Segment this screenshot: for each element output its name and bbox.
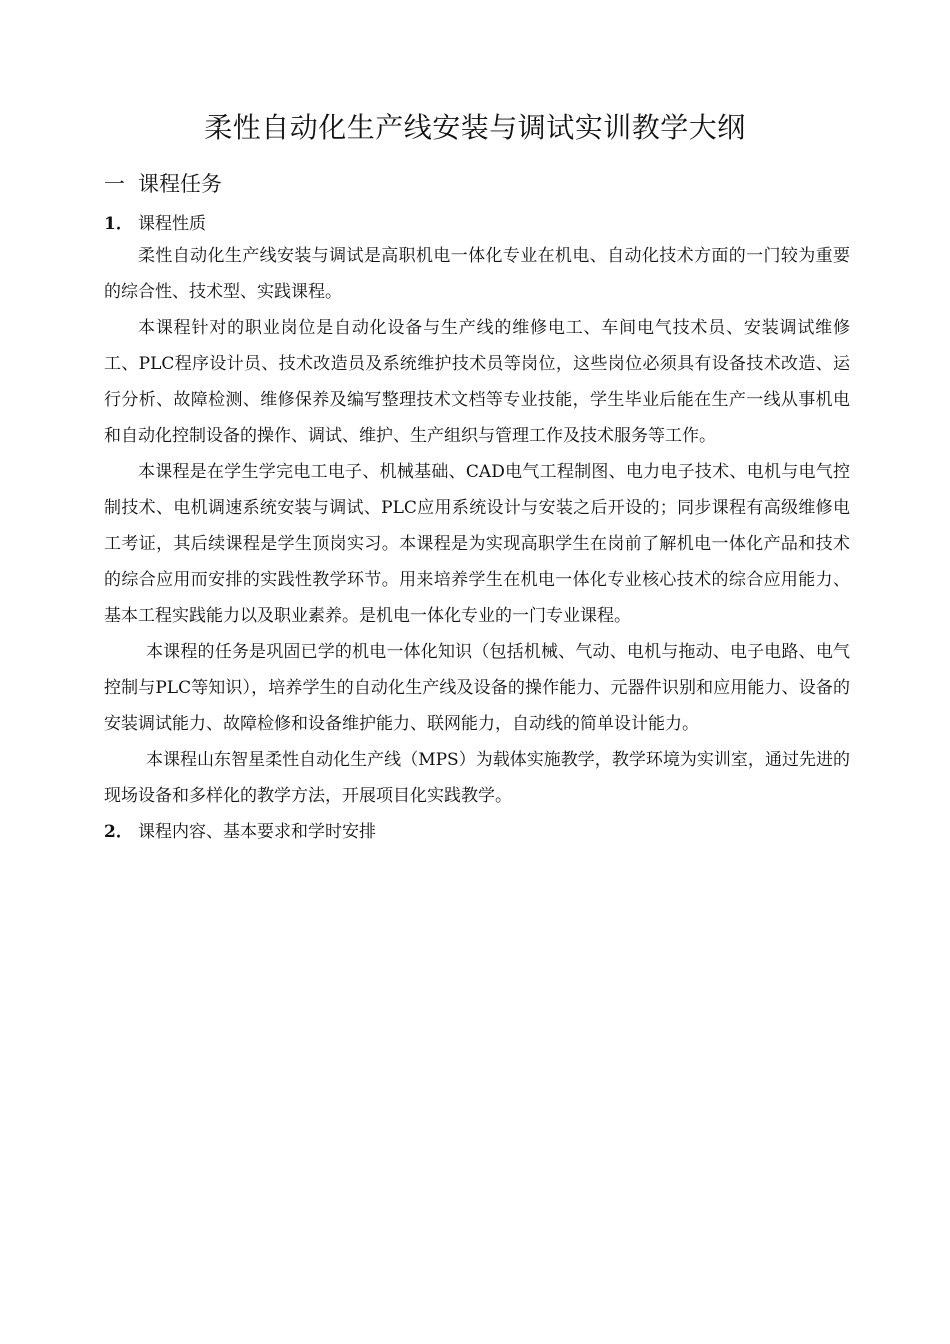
paragraph: 本课程是在学生学完电工电子、机械基础、CAD电气工程制图、电力电子技术、电机与电气控制技术、电机调速系统安装与调试、PLC应用系统设计与安装之后开设的；同步课程有高级维修电工考证，其后续课程是学生顶岗实习。本课程是为实现高职学生在岗前了解机电一体化产品和技术的综合应用而安排的实践性教学环节。用来培养学生在机电一体化专业核心技术的综合应用能力、基本工程实践能力以及职业素养。是机电一体化专业的一门专业课程。 [104,462,850,626]
section-number: 一 [104,172,125,196]
document-title: 柔性自动化生产线安装与调试实训教学大纲 [204,111,746,144]
subsection-number: 2． [104,822,133,842]
subsection-heading [104,210,850,238]
section-heading [104,168,222,200]
subsection-title: 课程内容、基本要求和学时安排 [138,822,376,842]
subsection-heading [104,818,850,846]
subsection-title: 课程性质 [138,214,206,234]
paragraph: 本课程山东智星柔性自动化生产线（MPS）为载体实施教学，教学环境为实训室，通过先进的现场设备和多样化的教学方法，开展项目化实践教学。 [104,750,850,806]
subsection-number: 1． [104,214,133,234]
paragraph: 本课程的任务是巩固已学的机电一体化知识（包括机械、气动、电机与拖动、电子电路、电气控制与PLC等知识），培养学生的自动化生产线及设备的操作能力、元器件识别和应用能力、设备的安装调试能力、故障检修和设备维护能力、联网能力，自动线的简单设计能力。 [104,642,850,734]
document-body [104,210,850,846]
paragraph: 本课程针对的职业岗位是自动化设备与生产线的维修电工、车间电气技术员、安装调试维修工、PLC程序设计员、技术改造员及系统维护技术员等岗位，这些岗位必须具有设备技术改造、运行分析、故障检测、维修保养及编写整理技术文档等专业技能，学生毕业后能在生产一线从事机电和自动化控制设备的操作、调试、维护、生产组织与管理工作及技术服务等工作。 [104,318,850,446]
section-title: 课程任务 [138,172,222,196]
paragraph: 柔性自动化生产线安装与调试是高职机电一体化专业在机电、自动化技术方面的一门较为重要的综合性、技术型、实践课程。 [104,246,850,302]
